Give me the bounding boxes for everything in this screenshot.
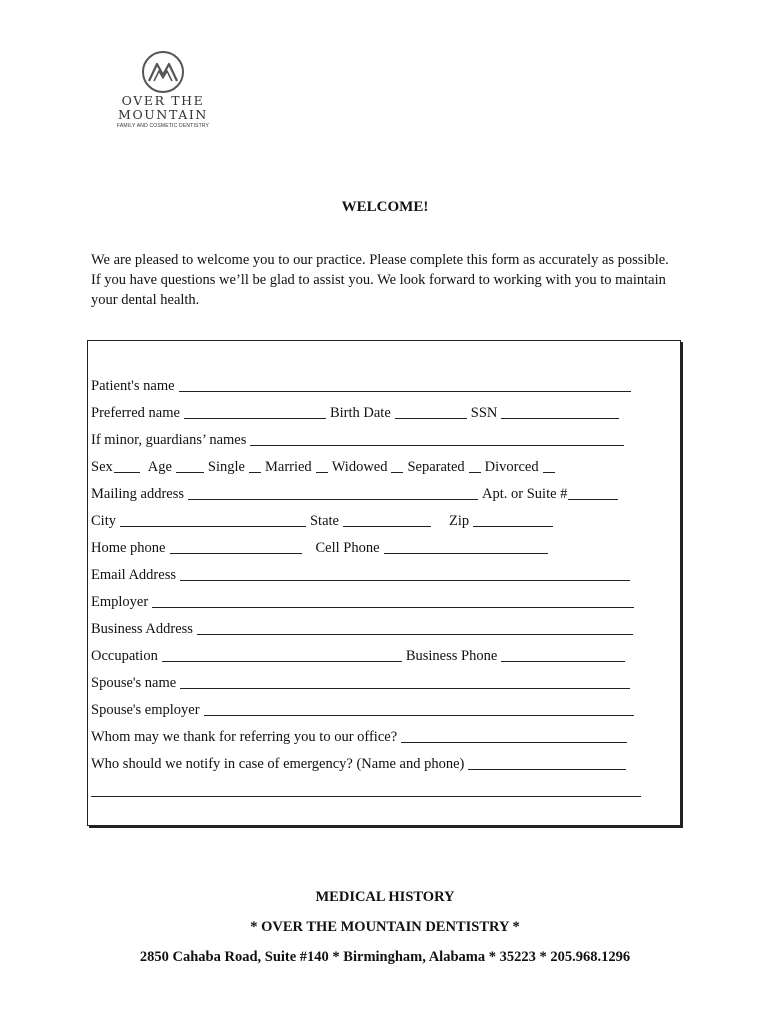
- guardians-row: [91, 429, 628, 449]
- emergency-continuation-field[interactable]: [91, 783, 641, 797]
- preferred-name-row: [91, 402, 623, 422]
- email-field[interactable]: [180, 567, 630, 581]
- home-phone-field[interactable]: [170, 540, 302, 554]
- sex-label: Sex: [91, 459, 113, 475]
- patient-name-field[interactable]: [179, 378, 631, 392]
- age-label: Age: [147, 459, 172, 475]
- preferred-name-field[interactable]: [184, 405, 326, 419]
- emergency-label: Who should we notify in case of emergency? (Name and phone): [91, 756, 465, 772]
- practice-address: 2850 Cahaba Road, Suite #140 * Birmingham, Alabama * 35223 * 205.968.1296: [139, 949, 631, 965]
- referral-row: [91, 726, 631, 746]
- home-phone-label: Home phone: [91, 540, 166, 556]
- age-field[interactable]: [176, 459, 204, 473]
- logo-name-line2: MOUNTAIN: [118, 107, 208, 122]
- married-field[interactable]: [316, 459, 328, 473]
- spouse-employer-field[interactable]: [204, 702, 634, 716]
- cell-phone-label: Cell Phone: [315, 540, 380, 556]
- logo-name-line1: OVER THE: [121, 93, 205, 108]
- guardians-field[interactable]: [250, 432, 624, 446]
- preferred-name-label: Preferred name: [91, 405, 180, 421]
- practice-name: * OVER THE MOUNTAIN DENTISTRY *: [250, 919, 520, 935]
- emergency-field[interactable]: [468, 756, 626, 770]
- zip-field[interactable]: [473, 513, 553, 527]
- business-phone-label: Business Phone: [405, 648, 498, 664]
- divorced-field[interactable]: [543, 459, 555, 473]
- state-label: State: [309, 513, 339, 529]
- emergency-continuation-row: [91, 780, 645, 800]
- email-label: Email Address: [91, 567, 176, 583]
- spouse-employer-row: [91, 699, 638, 719]
- mountain-logo-icon: [141, 50, 185, 94]
- employer-row: [91, 591, 638, 611]
- mailing-address-row: [91, 483, 620, 503]
- guardians-label: If minor, guardians’ names: [91, 432, 247, 448]
- widowed-field[interactable]: [391, 459, 403, 473]
- occupation-row: [91, 645, 629, 665]
- single-label: Single: [207, 459, 245, 475]
- welcome-heading: WELCOME!: [341, 199, 429, 215]
- divorced-label: Divorced: [484, 459, 539, 475]
- referral-label: Whom may we thank for referring you to our office?: [91, 729, 398, 745]
- state-field[interactable]: [343, 513, 431, 527]
- business-phone-field[interactable]: [501, 648, 625, 662]
- employer-label: Employer: [91, 594, 149, 610]
- apt-suite-field[interactable]: [568, 486, 618, 500]
- business-address-label: Business Address: [91, 621, 193, 637]
- marital-row: [91, 456, 559, 476]
- medical-history-heading: MEDICAL HISTORY: [315, 889, 455, 905]
- zip-label: Zip: [448, 513, 470, 529]
- occupation-label: Occupation: [91, 648, 158, 664]
- logo-tagline: FAMILY AND COSMETIC DENTISTRY: [116, 123, 210, 129]
- mailing-address-label: Mailing address: [91, 486, 185, 502]
- married-label: Married: [264, 459, 312, 475]
- spouse-name-field[interactable]: [180, 675, 630, 689]
- city-row: [91, 510, 557, 530]
- ssn-field[interactable]: [501, 405, 619, 419]
- birth-date-field[interactable]: [395, 405, 467, 419]
- business-address-field[interactable]: [197, 621, 633, 635]
- spouse-name-label: Spouse's name: [91, 675, 177, 691]
- occupation-field[interactable]: [162, 648, 402, 662]
- ssn-label: SSN: [470, 405, 498, 421]
- birth-date-label: Birth Date: [329, 405, 391, 421]
- business-address-row: [91, 618, 637, 638]
- patient-name-row: [91, 375, 635, 395]
- sex-field[interactable]: [114, 459, 140, 473]
- city-field[interactable]: [120, 513, 306, 527]
- separated-field[interactable]: [469, 459, 481, 473]
- single-field[interactable]: [249, 459, 261, 473]
- spouse-employer-label: Spouse's employer: [91, 702, 200, 718]
- city-label: City: [91, 513, 116, 529]
- referral-field[interactable]: [401, 729, 627, 743]
- employer-field[interactable]: [152, 594, 634, 608]
- phone-row: [91, 537, 552, 557]
- mailing-address-field[interactable]: [188, 486, 478, 500]
- cell-phone-field[interactable]: [384, 540, 548, 554]
- widowed-label: Widowed: [331, 459, 388, 475]
- spouse-name-row: [91, 672, 634, 692]
- separated-label: Separated: [407, 459, 465, 475]
- patient-name-label: Patient's name: [91, 378, 175, 394]
- email-row: [91, 564, 634, 584]
- intro-paragraph: We are pleased to welcome you to our practice. Please complete this form as accurately as possible. If you have questions we’ll be glad to assist you. We look forward to working with you to maintain your dental health.: [91, 252, 669, 308]
- apt-suite-label: Apt. or Suite #: [482, 486, 568, 502]
- practice-logo: [108, 50, 218, 129]
- emergency-row: [91, 753, 630, 773]
